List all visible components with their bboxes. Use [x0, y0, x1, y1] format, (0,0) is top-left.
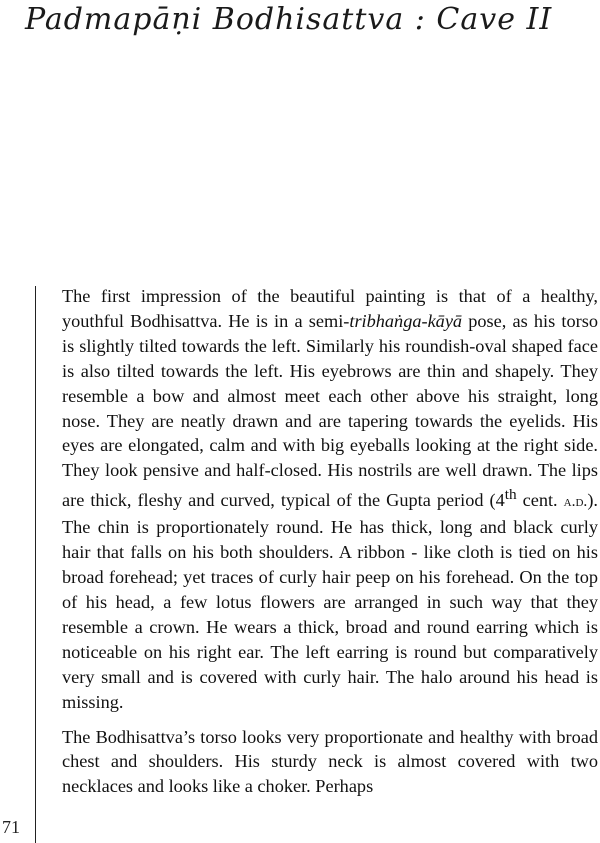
paragraph-1 — [62, 284, 598, 715]
ordinal-suffix: th — [504, 486, 517, 504]
paragraph-1-text-c: cent. — [516, 490, 564, 511]
page-title: Padmapāṇi Bodhisattva : Cave II — [25, 2, 553, 37]
paragraph-1-text-b: pose, as his torso is slightly tilted towards the left. Similarly his roundish-oval shaped face is also tilted towards the left. His eyebrows are thin and shapely. They resemble a bow and almost meet each other above his straight, long nose. They are neatly drawn and are tapering towards the eyelids. His eyes are elongated, calm and with big eyeballs looking at the right side. They look pensive and half-closed. His nostrils are well drawn. The lips are thick, fleshy and curved, typical of the Gupta period (4 — [62, 310, 598, 511]
paragraph-1-text-a: The first impression of the beautiful painting is that of a healthy, youthful Bodhisattva. He is in a semi- — [62, 286, 598, 331]
margin-rule — [35, 286, 36, 843]
paragraph-2: The Bodhisattva’s torso looks very proportionate and healthy with broad chest and shoulders. His sturdy neck is almost covered with two necklaces and looks like a choker. Perhaps — [62, 726, 598, 797]
pose-term: tribhaṅga-kāyā — [349, 310, 463, 331]
paragraph-1-text-d: ). The chin is proportionately round. He has thick, long and black curly hair that falls on his both shoulders. A ribbon - like cloth is tied on his broad forehead; yet traces of curly hair peep on his forehead. On the top of his head, a few lotus flowers are arranged in such way that they resemble a crown. He wears a thick, broad and round earring which is noticeable on his right ear. The left earring is round but comparatively very small and is covered with curly hair. The halo around his head is missing. — [62, 490, 598, 712]
page-number: 71 — [2, 817, 20, 837]
era-abbreviation: a.d. — [563, 493, 588, 511]
body-text — [62, 284, 598, 799]
